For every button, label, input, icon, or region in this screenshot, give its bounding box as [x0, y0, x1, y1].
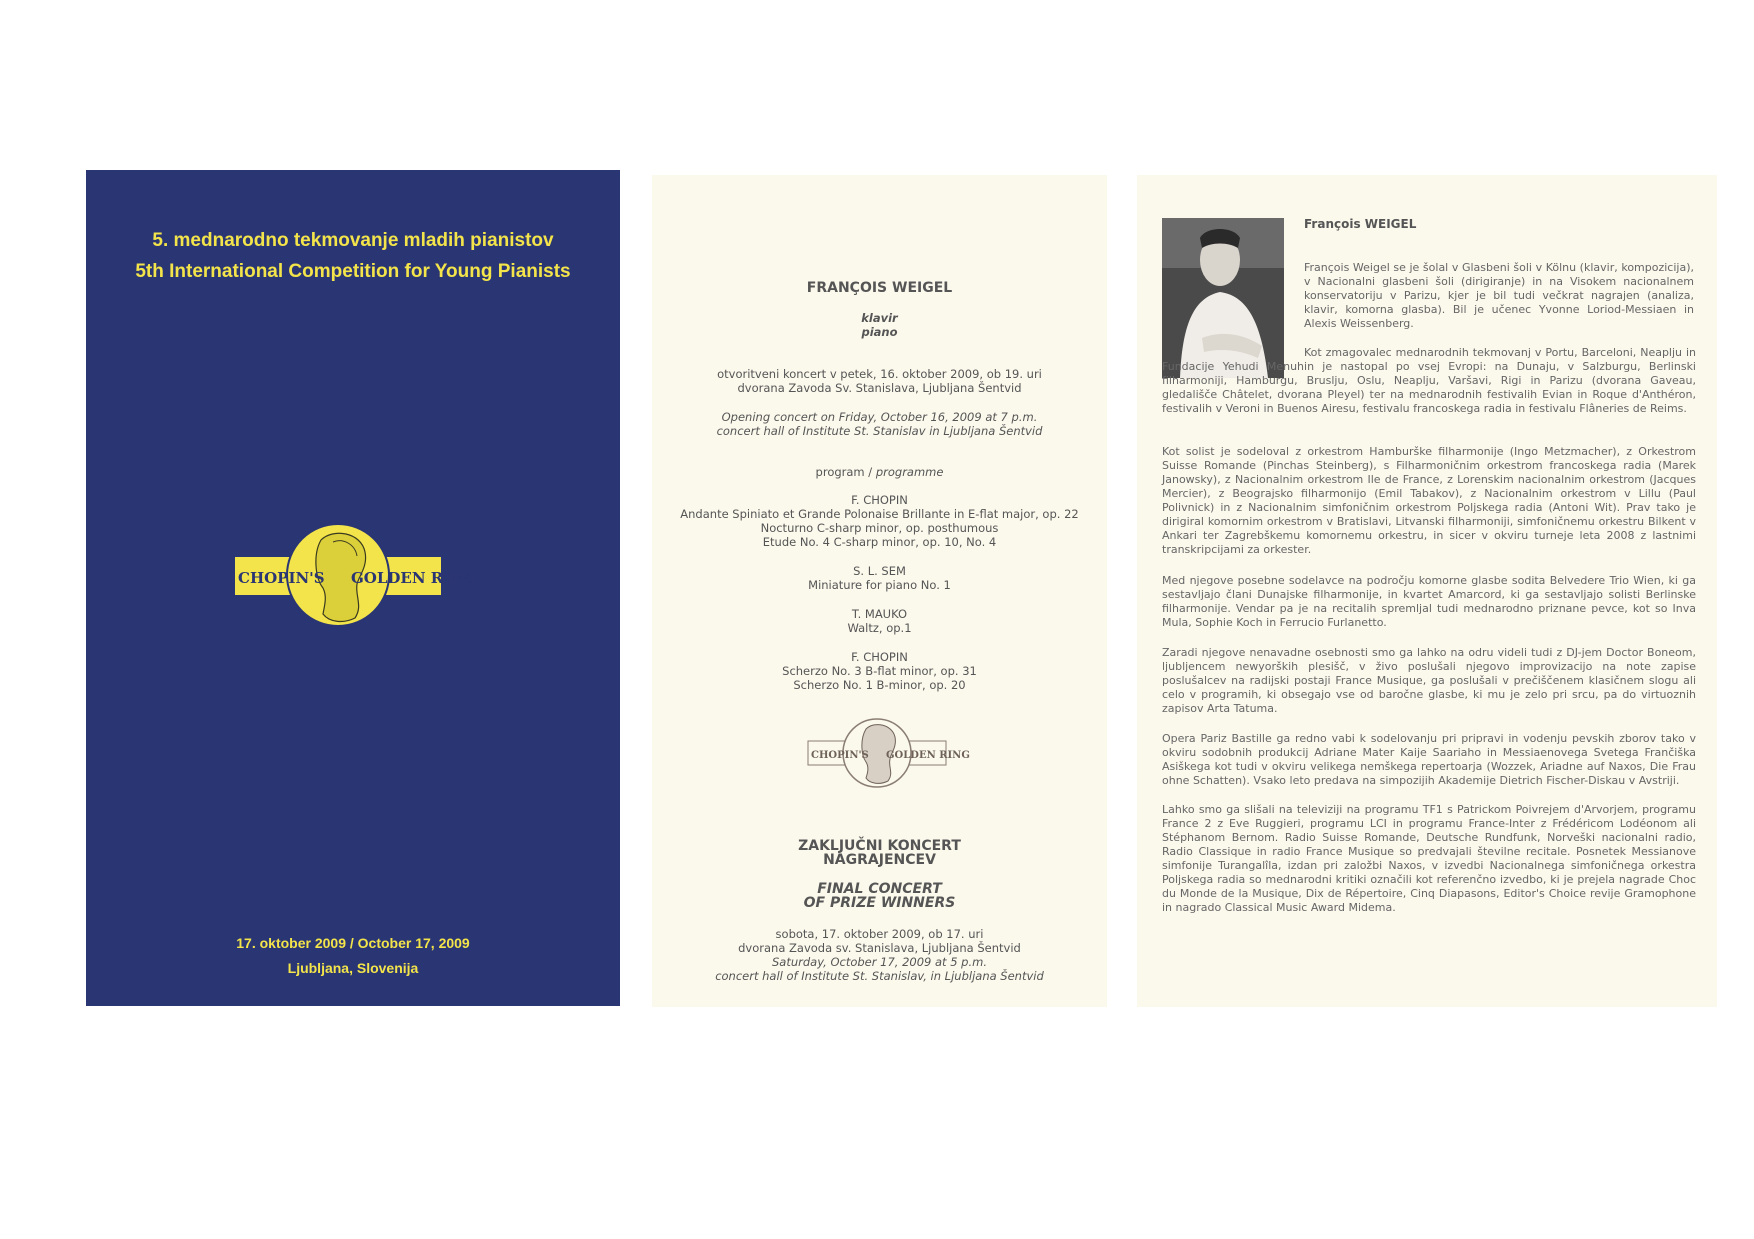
opening-sl-1: otvoritveni koncert v petek, 16. oktober 2009, ob 19. uri: [717, 367, 1042, 381]
biography-panel: [1137, 175, 1717, 1007]
composer: F. CHOPIN: [851, 493, 908, 507]
bio-paragraph: Kot zmagovalec mednarodnih tekmovanj v Portu, Barceloni, Neaplju in Fundacije Yehudi Menuhin je nastopal po vsej Evropi: na Dunaju, v Salzburgu, Berlinski filharmoniji, Hamburgu, Bruslju, Oslu, Neaplju, Varšavi, Rigi in Parizu (dvorana Gaveau, gledališče Châtelet, dvorana Pleyel) ter na mednarodnih festivalih Evian in Roque d'Anthéron, festivalih v Veroni in Buenos Airesu, festivalu francoskega radia in festivalu Flâneries de Reims.: [1162, 346, 1696, 415]
composer: F. CHOPIN: [851, 650, 908, 664]
opening-en-1: Opening concert on Friday, October 16, 2009 at 7 p.m.: [721, 410, 1038, 424]
programme-panel: [652, 175, 1107, 1007]
logo-left-text: CHOPIN'S: [238, 569, 325, 587]
cover-date: 17. oktober 2009 / October 17, 2009: [236, 935, 470, 951]
bio-heading: François WEIGEL: [1304, 217, 1417, 231]
piece: Miniature for piano No. 1: [808, 578, 951, 592]
composer: S. L. SEM: [853, 564, 906, 578]
chopins-golden-ring-logo-small: [808, 715, 970, 791]
program-label-en: programme: [875, 465, 944, 479]
piece: Andante Spiniato et Grande Polonaise Brillante in E-flat major, op. 22: [680, 507, 1079, 521]
opening-sl-2: dvorana Zavoda Sv. Stanislava, Ljubljana Šentvid: [737, 381, 1022, 395]
opening-en-2: concert hall of Institute St. Stanislav in Ljubljana Šentvid: [716, 424, 1043, 438]
final-info-sl-1: sobota, 17. oktober 2009, ob 17. uri: [775, 927, 984, 941]
instrument-en: piano: [861, 325, 898, 339]
performer-name: FRANÇOIS WEIGEL: [806, 280, 953, 296]
program-label-sl: program /: [815, 465, 873, 479]
final-info-en-2: concert hall of Institute St. Stanislav, in Ljubljana Šentvid: [715, 969, 1044, 983]
piece: Waltz, op.1: [847, 621, 912, 635]
final-concert-en-1: FINAL CONCERT: [817, 881, 942, 897]
logo-right-text: GOLDEN RING: [351, 569, 477, 587]
bio-paragraph: Lahko smo ga slišali na televiziji na programu TF1 s Patrickom Poivrejem d'Arvorjem, programu France 2 z Eve Ruggieri, programu LCI in programu France-Inter z Frédéricom Lodéonom ali Stéphanom Bernom. Radio Suisse Romande, Deutsche Rundfunk, Norveški nacionalni radio, Radio Classique in radio France Musique so predvajali številne recitale. Posnetek Messianove simfonije Turangalîla, izdan pri založbi Naxos, v izvedbi Nacionalnega simfoničnega orkestra Poljskega radia so mednarodni kritiki označili kot referenčno izvedbo, ki je prejela nagrade Choc du Monde de la Musique, Dix de Répertoire, Cinq Diapasons, Editor's Choice revije Gramophone in nagrado Classical Music Award Midema.: [1162, 803, 1696, 914]
bio-paragraph: Opera Pariz Bastille ga redno vabi k sodelovanju pri pripravi in vodenju pevskih zborov tako v okviru sodobnih produkcij Adriane Mater Kaije Saariaho in Messiaenovega Svetega Frančiška Asiškega kot tudi v okviru velikega nemškega repertoarja (Wozzek, Ariadne auf Naxos, Die Frau ohne Schatten). Vsako leto predava na simpozijih Akademije Dietrich Fischer-Diskau v Avstriji.: [1162, 732, 1696, 787]
bio-paragraph: Med njegove posebne sodelavce na področju komorne glasbe sodita Belvedere Trio Wien, ki ga sestavljajo člani Dunajske filharmonije, in kvartet Amarcord, ki ga sestavljajo solisti Berlinske filharmonije. Vendar pa je na recitalih spremljal tudi mednarodno priznane pevce, kot so Inva Mula, Sophie Koch in Ferrucio Furlanetto.: [1162, 574, 1696, 629]
chopins-golden-ring-logo: [235, 518, 477, 633]
final-concert-en-2: OF PRIZE WINNERS: [803, 895, 956, 911]
composer: T. MAUKO: [851, 607, 908, 621]
cover-title-en: 5th International Competition for Young Pianists: [135, 261, 571, 282]
logo-small-left-text: CHOPIN'S: [811, 750, 869, 761]
final-info-en-1: Saturday, October 17, 2009 at 5 p.m.: [772, 955, 987, 969]
final-concert-sl-1: ZAKLJUČNI KONCERT: [798, 838, 961, 854]
piece: Etude No. 4 C-sharp minor, op. 10, No. 4: [762, 535, 997, 549]
final-concert-sl-2: NAGRAJENCEV: [823, 852, 936, 868]
piece: Nocturno C-sharp minor, op. posthumous: [760, 521, 999, 535]
bio-paragraph: Kot solist je sodeloval z orkestrom Hamburške filharmonije (Ingo Metzmacher), z Orkestrom Suisse Romande (Pinchas Steinberg), s Filharmoničnim orkestrom francoskega radia (Marek Janowsky), z Nacionalnim orkestrom Ile de France, z Lorenskim nacionalnim orkestrom (Jacques Mercier), z Beograjsko filharmonijo (Emil Tabakov), z Nacionalnim orkestrom v Lillu (Paul Polivnick) in z Nacionalnim simfoničnim orkestrom Poljskega radia (Antoni Wit). Prav tako je dirigiral komornim orkestrom v Bratislavi, Litvanski filharmoniji, simfoničnemu orkestru Bilkent v Ankari ter Zagrebškemu komornemu orkestru, in sicer v okviru turneje leta 2008 z lastnimi transkripcijami za orkester.: [1162, 445, 1696, 556]
cover-title-sl: 5. mednarodno tekmovanje mladih pianistov: [152, 230, 554, 251]
cover-place: Ljubljana, Slovenija: [287, 960, 419, 976]
final-info-sl-2: dvorana Zavoda sv. Stanislava, Ljubljana Šentvid: [738, 941, 1021, 955]
instrument-sl: klavir: [861, 311, 898, 325]
logo-small-right-text: GOLDEN RING: [886, 750, 970, 761]
program-label: [652, 465, 1107, 479]
piece: Scherzo No. 1 B-minor, op. 20: [793, 678, 966, 692]
bio-paragraph: François Weigel se je šolal v Glasbeni šoli v Kölnu (klavir, kompozicija), v Nacionalni glasbeni šoli (dirigiranje) in na Visokem nacionalnem konservatoriju v Parizu, kjer je bil tudi večkrat nagrajen (analiza, klavir, komorna glasba). Bil je učenec Yvonne Loriod-Messiaen in Alexis Weissenberg.: [1304, 261, 1694, 330]
cover-panel: [86, 170, 620, 1006]
bio-paragraph: Zaradi njegove nenavadne osebnosti smo ga lahko na odru videli tudi z DJ-jem Doctor Boneom, ljubljencem newyorških plesišč, v živo poslušali njegovo improvizacijo na note zapise poslušalcev na radijski postaji France Musique, ga poslušali v prečiščenem klasičnem slogu ali celo v programih, ki obsegajo vse od baročne glasbe, ki mu je zelo pri srcu, pa do virtuoznih zapisov Arta Tatuma.: [1162, 646, 1696, 715]
piece: Scherzo No. 3 B-flat minor, op. 31: [782, 664, 977, 678]
